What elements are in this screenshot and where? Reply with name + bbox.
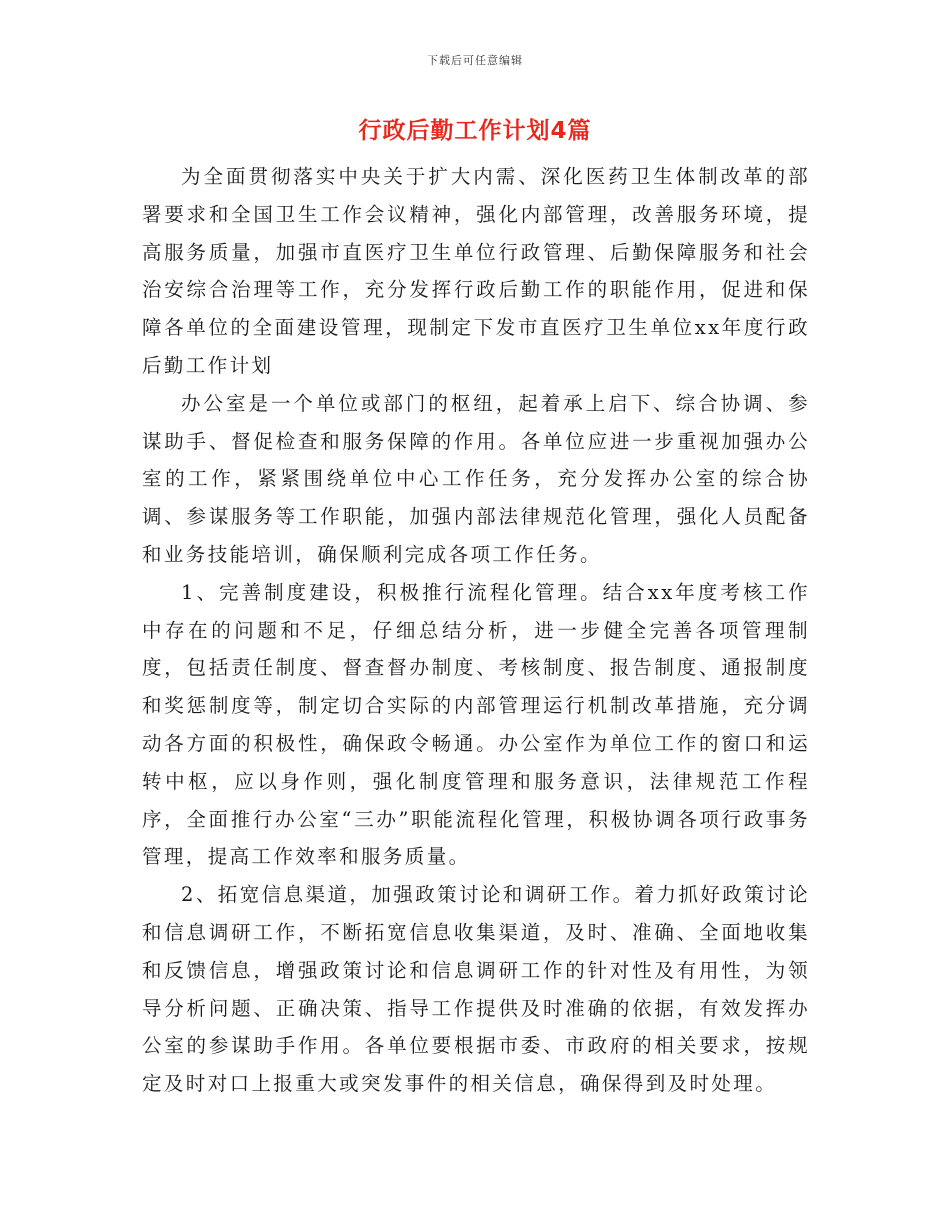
document-body [142,158,810,1103]
paragraph-office-role: 办公室是一个单位或部门的枢纽，起着承上启下、综合协调、参谋助手、督促检查和服务保障的作用。各单位应进一步重视加强办公室的工作，紧紧围绕单位中心工作任务，充分发挥办公室的综合协调、参谋服务等工作职能，加强内部法律规范化管理，强化人员配备和业务技能培训，确保顺利完成各项工作任务。 [142,391,810,566]
paragraph-intro: 为全面贯彻落实中央关于扩大内需、深化医药卫生体制改革的部署要求和全国卫生工作会议精神，强化内部管理，改善服务环境，提高服务质量，加强市直医疗卫生单位行政管理、后勤保障服务和社会治安综合治理等工作，充分发挥行政后勤工作的职能作用，促进和保障各单位的全面建设管理，现制定下发市直医疗卫生单位xx年度行政后勤工作计划 [142,165,810,377]
paragraph-item-1: 1、完善制度建设，积极推行流程化管理。结合xx年度考核工作中存在的问题和不足，仔细总结分析，进一步健全完善各项管理制度，包括责任制度、督查督办制度、考核制度、报告制度、通报制度和奖惩制度等，制定切合实际的内部管理运行机制改革措施，充分调动各方面的积极性，确保政令畅通。办公室作为单位工作的窗口和运转中枢，应以身作则，强化制度管理和服务意识，法律规范工作程序，全面推行办公室“三办”职能流程化管理，积极协调各项行政事务管理，提高工作效率和服务质量。 [142,580,810,869]
document-title: 行政后勤工作计划4篇 [358,118,592,144]
header-note: 下载后可任意编辑 [427,54,523,67]
paragraph-item-2: 2、拓宽信息渠道，加强政策讨论和调研工作。着力抓好政策讨论和信息调研工作，不断拓宽信息收集渠道，及时、准确、全面地收集和反馈信息，增强政策讨论和信息调研工作的针对性及有用性，为领导分析问题、正确决策、指导工作提供及时准确的依据，有效发挥办公室的参谋助手作用。各单位要根据市委、市政府的相关要求，按规定及时对口上报重大或突发事件的相关信息，确保得到及时处理。 [142,883,810,1096]
